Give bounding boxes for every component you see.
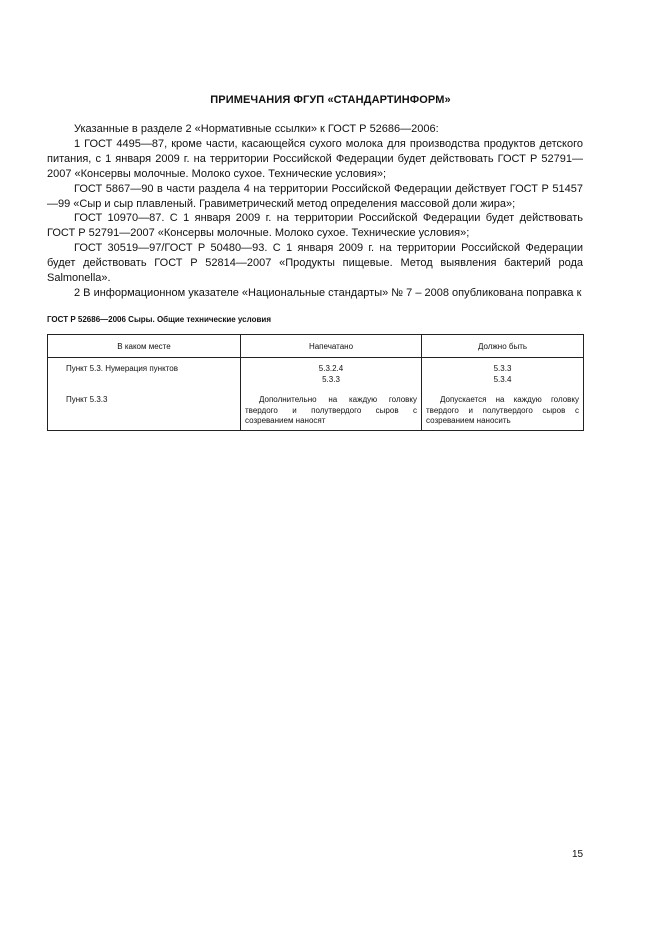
paragraph: ГОСТ 5867—90 в части раздела 4 на территории Российской Федерации действует ГОСТ Р 51457—99 «Сыр и сыр плавленый. Гравиметрический метод определения массовой доли жира»; [47, 182, 583, 210]
table-caption: ГОСТ Р 52686—2006 Сыры. Общие технические условия [47, 315, 271, 324]
table-row [48, 358, 584, 388]
corrections-table [47, 334, 584, 431]
table-header-row [48, 335, 584, 358]
printed-line: 5.3.2.4 [318, 364, 344, 373]
paragraph: ГОСТ 10970—87. С 1 января 2009 г. на территории Российской Федерации будет действовать ГОСТ Р 52791—2007 «Консервы молочные. Молоко сухое. Технические условия»; [47, 212, 583, 240]
paragraph: Указанные в разделе 2 «Нормативные ссылки» к ГОСТ Р 52686—2006: [74, 123, 439, 135]
cell-correct [422, 387, 584, 430]
cell-printed [241, 387, 422, 430]
cell-place: Пункт 5.3. Нумерация пунктов [48, 358, 241, 388]
page-number: 15 [572, 849, 584, 860]
printed-text: Дополнительно на каждую головку твердого и полутвердого сыров с созреванием наносят [245, 395, 417, 425]
paragraph: 2 В информационном указателе «Национальные стандарты» № 7 – 2008 опубликована поправка к [74, 286, 582, 299]
paragraph: 1 ГОСТ 4495—87, кроме части, касающейся сухого молока для производства продуктов детского питания, с 1 января 2009 г. на территории Российской Федерации будет действовать ГОСТ Р 52791—2007 «Консервы молочные. Молоко сухое. Технические условия»; [47, 137, 583, 180]
header-printed: Напечатано [241, 335, 422, 358]
header-place: В каком месте [48, 335, 241, 358]
printed-line: 5.3.3 [322, 374, 340, 384]
paragraph: ГОСТ 30519—97/ГОСТ Р 50480—93. С 1 января 2009 г. на территории Российской Федерации будет действовать ГОСТ Р 52814—2007 «Продукты пищевые. Метод выявления бактерий рода Salmonella». [47, 242, 583, 285]
notes-body [47, 122, 583, 301]
correct-line: 5.3.4 [493, 374, 512, 384]
header-correct: Должно быть [422, 335, 584, 358]
correct-line: 5.3.3 [493, 364, 512, 373]
page-title: ПРИМЕЧАНИЯ ФГУП «СТАНДАРТИНФОРМ» [210, 94, 451, 106]
cell-printed [241, 358, 422, 388]
correct-text: Допускается на каждую головку твердого и полутвердого сыров с созреванием наносить [426, 395, 579, 425]
table-row [48, 387, 584, 430]
cell-correct [422, 358, 584, 388]
cell-place: Пункт 5.3.3 [48, 387, 241, 430]
